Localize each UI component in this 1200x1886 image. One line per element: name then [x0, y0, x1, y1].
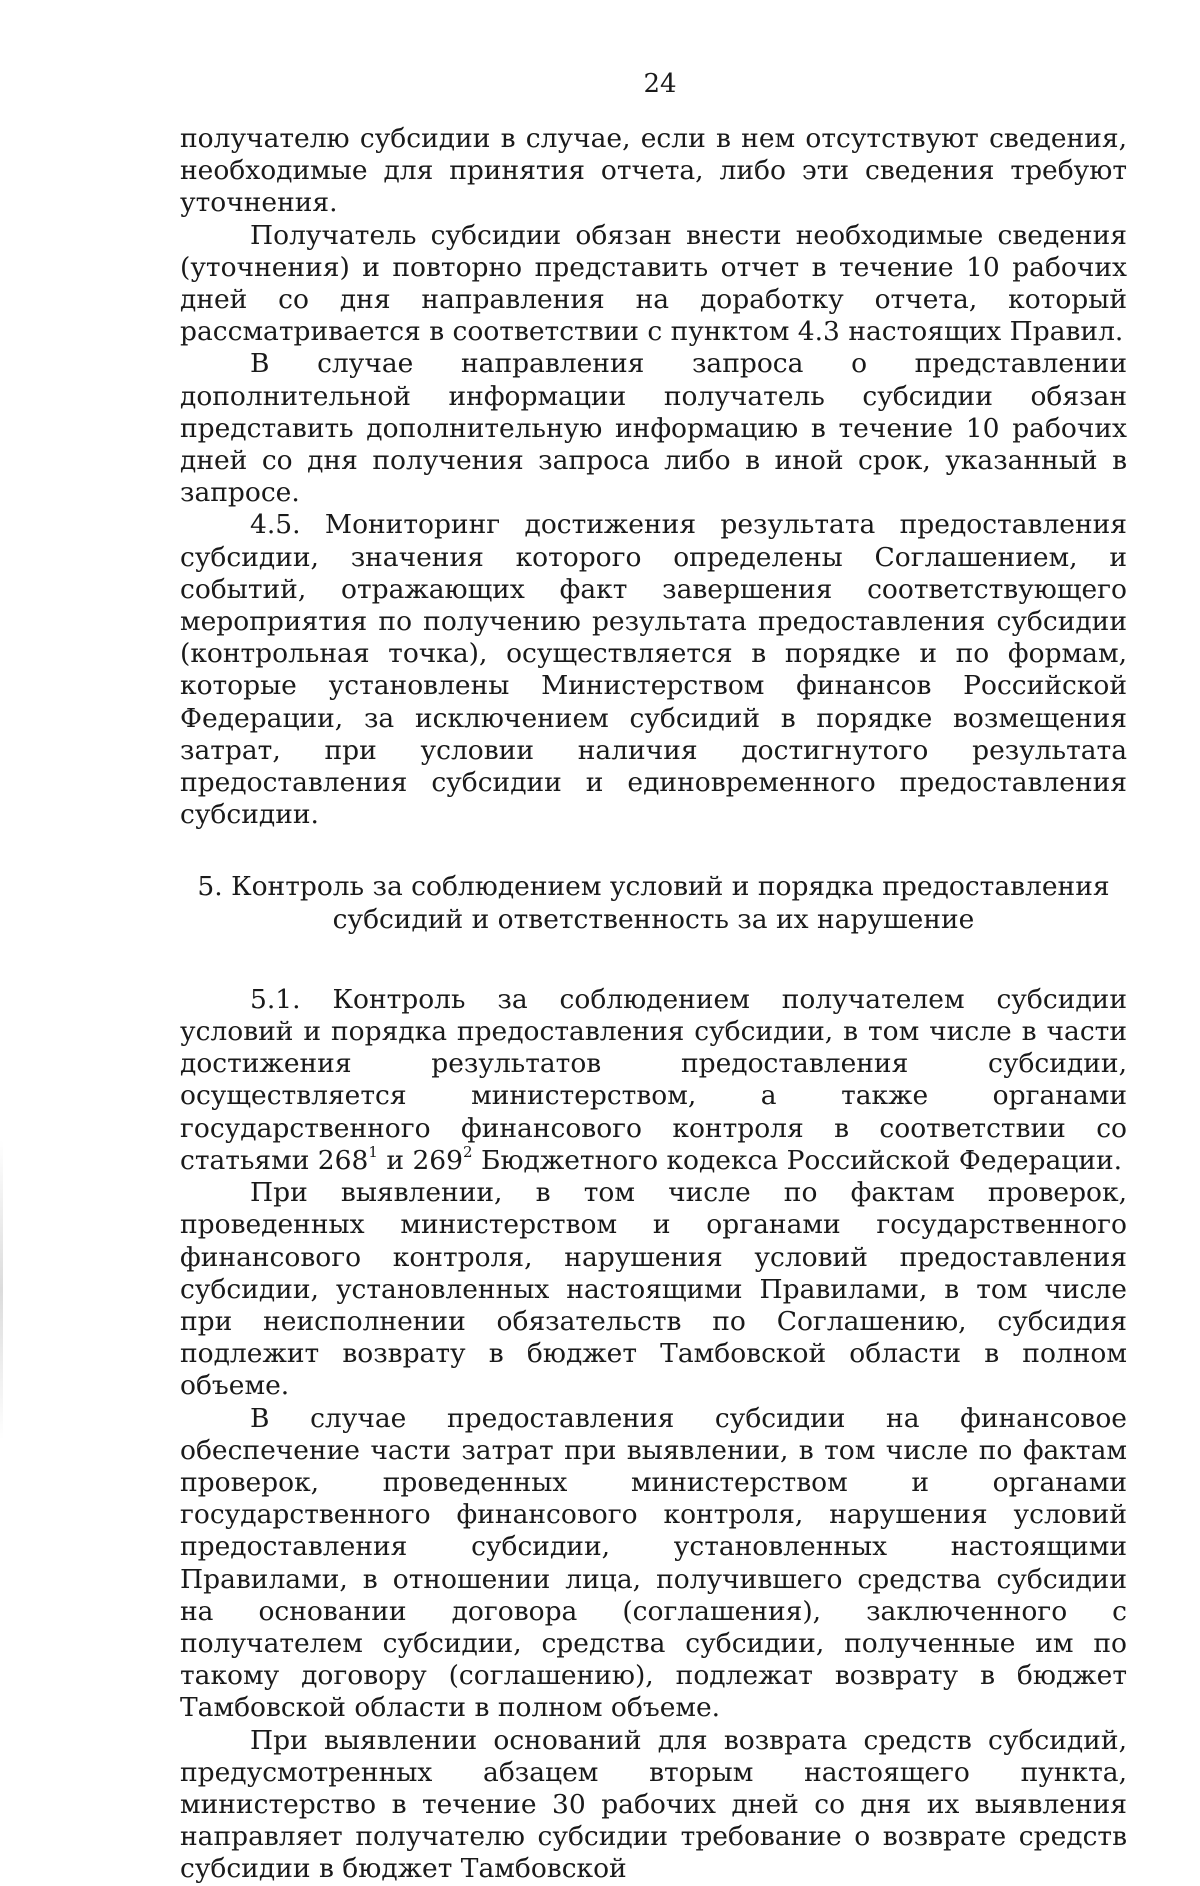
superscript-2: 2 [463, 1143, 473, 1162]
paragraph-4-5-monitoring: 4.5. Мониторинг достижения результата предоставления субсидии, значения которого определены Соглашением, и событий, отражающих факт завершения соответствующего мероприятия по получению результата предоставления субсидии (контрольная точка), осуществляется в порядке и по формам, которые установлены Министерством финансов Российской Федерации, за исключением субсидий в порядке возмещения затрат, при условии наличия достигнутого результата предоставления субсидии и единовременного предоставления субсидии. [180, 509, 1127, 831]
paragraph-additional-info: В случае направления запроса о представлении дополнительной информации получатель субсидии обязан представить дополнительную информацию в течение 10 рабочих дней со дня получения запроса либо в иной срок, указанный в запросе. [180, 348, 1127, 509]
section-5-heading-line1: 5. Контроль за соблюдением условий и порядка предоставления [197, 871, 1110, 903]
scan-edge-artifact [0, 1140, 3, 1440]
superscript-1: 1 [368, 1143, 378, 1162]
paragraph-return-demand: При выявлении оснований для возврата средств субсидий, предусмотренных абзацем вторым настоящего пункта, министерство в течение 30 рабочих дней со дня их выявления направляет получателю субсидии требование о возврате средств субсидии в бюджет Тамбовской [180, 1724, 1127, 1885]
p-5-1-text-before: 5.1. Контроль за соблюдением получателем субсидии условий и порядка предоставления субсидии, в том числе в части достижения результатов предоставления субсидии, осуществляется министерством, а также органами государственного финансового контроля в соответствии со статьями 268 [180, 983, 1127, 1176]
paragraph-continuation: получателю субсидии в случае, если в нем отсутствуют сведения, необходимые для принятия отчета, либо эти сведения требуют уточнения. [180, 123, 1127, 219]
document-body [180, 123, 1127, 1886]
paragraph-5-1-control [180, 984, 1127, 1177]
section-5-heading [180, 871, 1127, 935]
paragraph-partial-costs: В случае предоставления субсидии на финансовое обеспечение части затрат при выявлении, в том числе по фактам проверок, проведенных министерством и органами государственного финансового контроля, нарушения условий предоставления субсидии, установленных настоящими Правилами, в отношении лица, получившего средства субсидии на основании договора (соглашения), заключенного с получателем субсидии, средства субсидии, полученные им по такому договору (соглашению), подлежат возврату в бюджет Тамбовской области в полном объеме. [180, 1402, 1127, 1724]
section-5-heading-line2: субсидий и ответственность за их нарушение [332, 903, 975, 935]
spacer [180, 831, 1127, 871]
page-number: 24 [643, 69, 677, 99]
paragraph-resubmission: Получатель субсидии обязан внести необходимые сведения (уточнения) и повторно представить отчет в течение 10 рабочих дней со дня направления на доработку отчета, который рассматривается в соответствии с пунктом 4.3 настоящих Правил. [180, 219, 1127, 348]
paragraph-violation-return: При выявлении, в том числе по фактам проверок, проведенных министерством и органами государственного финансового контроля, нарушения условий предоставления субсидии, установленных настоящими Правилами, в том числе при неисполнении обязательств по Соглашению, субсидия подлежит возврату в бюджет Тамбовской области в полном объеме. [180, 1177, 1127, 1402]
p-5-1-text-after: Бюджетного кодекса Российской Федерации. [472, 1144, 1123, 1176]
spacer [180, 936, 1127, 984]
p-5-1-text-middle: и 269 [377, 1144, 464, 1176]
